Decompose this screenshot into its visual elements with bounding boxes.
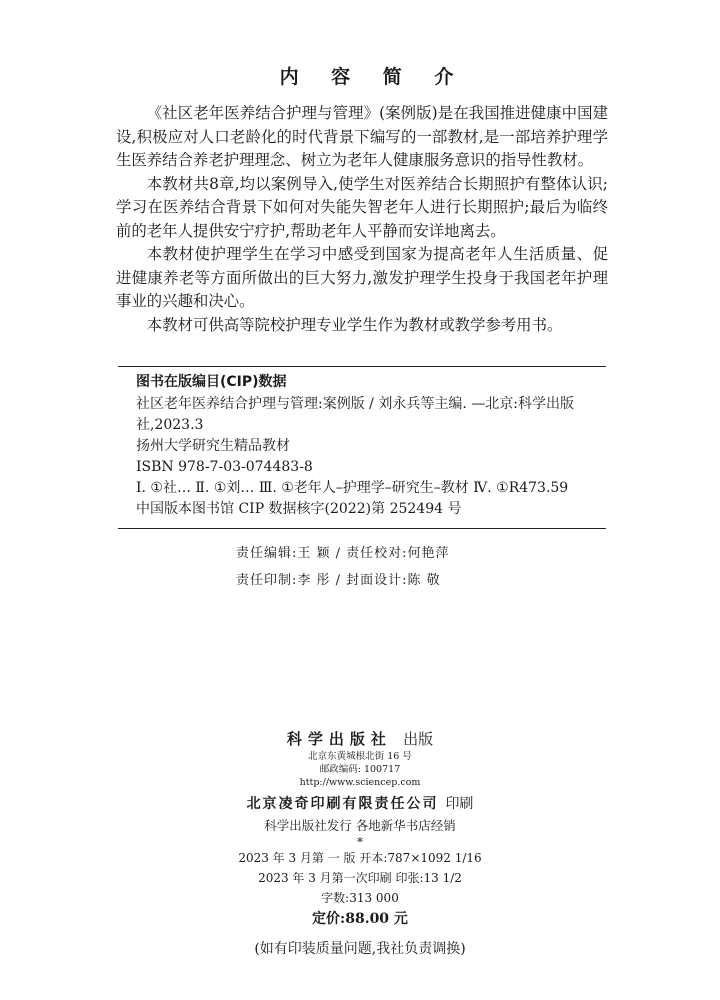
printing-line: 2023 年 3 月第一次印刷 印张:13 1/2 (258, 871, 462, 885)
page-title: 内 容 简 介 (279, 66, 467, 88)
summary-section (116, 102, 608, 337)
staff-line: 责任编辑:王 颖 / 责任校对:何艳萍 (236, 546, 450, 561)
price-line: 定价:88.00 元 (312, 911, 408, 927)
cip-line: 中国版本图书馆 CIP 数据核字(2022)第 252494 号 (136, 501, 462, 517)
cip-line: 社区老年医养结合护理与管理:案例版 / 刘永兵等主编. —北京:科学出版社,2023.3 (136, 396, 574, 433)
printer-suffix: 印刷 (445, 796, 474, 812)
cip-line: 扬州大学研究生精品教材 (136, 438, 290, 454)
quality-notice: (如有印装质量问题,我社负责调换) (254, 941, 466, 957)
cip-line: Ⅰ. ①社… Ⅱ. ①刘… Ⅲ. ①老年人–护理学–研究生–教材 Ⅳ. ①R473.59 (136, 480, 569, 496)
summary-paragraph: 《社区老年医养结合护理与管理》(案例版)是在我国推进健康中国建设,积极应对人口老龄化的时代背景下编写的一部教材,是一部培养护理学生医养结合养老护理理念、树立为老年人健康服务意识的指导性教材。 (116, 104, 608, 169)
distribution-line: 科学出版社发行 各地新华书店经销 (264, 818, 456, 833)
edition-line: 2023 年 3 月第 一 版 开本:787×1092 1/16 (238, 851, 482, 865)
cip-line: ISBN 978-7-03-074483-8 (136, 459, 313, 475)
summary-paragraph: 本教材使护理学生在学习中感受到国家为提高老年人生活质量、促进健康养老等方面所做出的巨大努力,激发护理学生投身于我国老年护理事业的兴趣和决心。 (116, 245, 608, 310)
publisher-address: 北京东黄城根北街 16 号 (308, 751, 412, 762)
staff-credits (236, 540, 450, 594)
summary-paragraph: 本教材可供高等院校护理专业学生作为教材或教学参考用书。 (146, 315, 563, 334)
divider-top (118, 366, 606, 367)
separator-star: * (357, 835, 363, 849)
summary-paragraph: 本教材共8章,均以案例导入,使学生对医养结合长期照护有整体认识;学习在医养结合背景下如何对失能失智老年人进行长期照护;最后为临终前的老年人提供安宁疗护,帮助老年人平静而安详地离去。 (116, 174, 608, 240)
cip-heading: 图书在版编目(CIP)数据 (136, 374, 287, 390)
publisher-suffix: 出版 (403, 730, 434, 748)
divider-bottom (118, 528, 606, 529)
publisher-postcode: 邮政编码: 100717 (319, 764, 401, 775)
publisher-url: http://www.sciencep.com (299, 777, 421, 788)
cip-block (136, 372, 606, 520)
colophon (160, 728, 560, 961)
publisher-name: 科学出版社 (286, 730, 392, 748)
wordcount-line: 字数:313 000 (321, 891, 399, 905)
printer-line (160, 792, 560, 816)
staff-line: 责任印制:李 彤 / 封面设计:陈 敬 (236, 573, 441, 588)
printer-name: 北京凌奇印刷有限责任公司 (246, 796, 439, 812)
publisher-line (160, 728, 560, 750)
